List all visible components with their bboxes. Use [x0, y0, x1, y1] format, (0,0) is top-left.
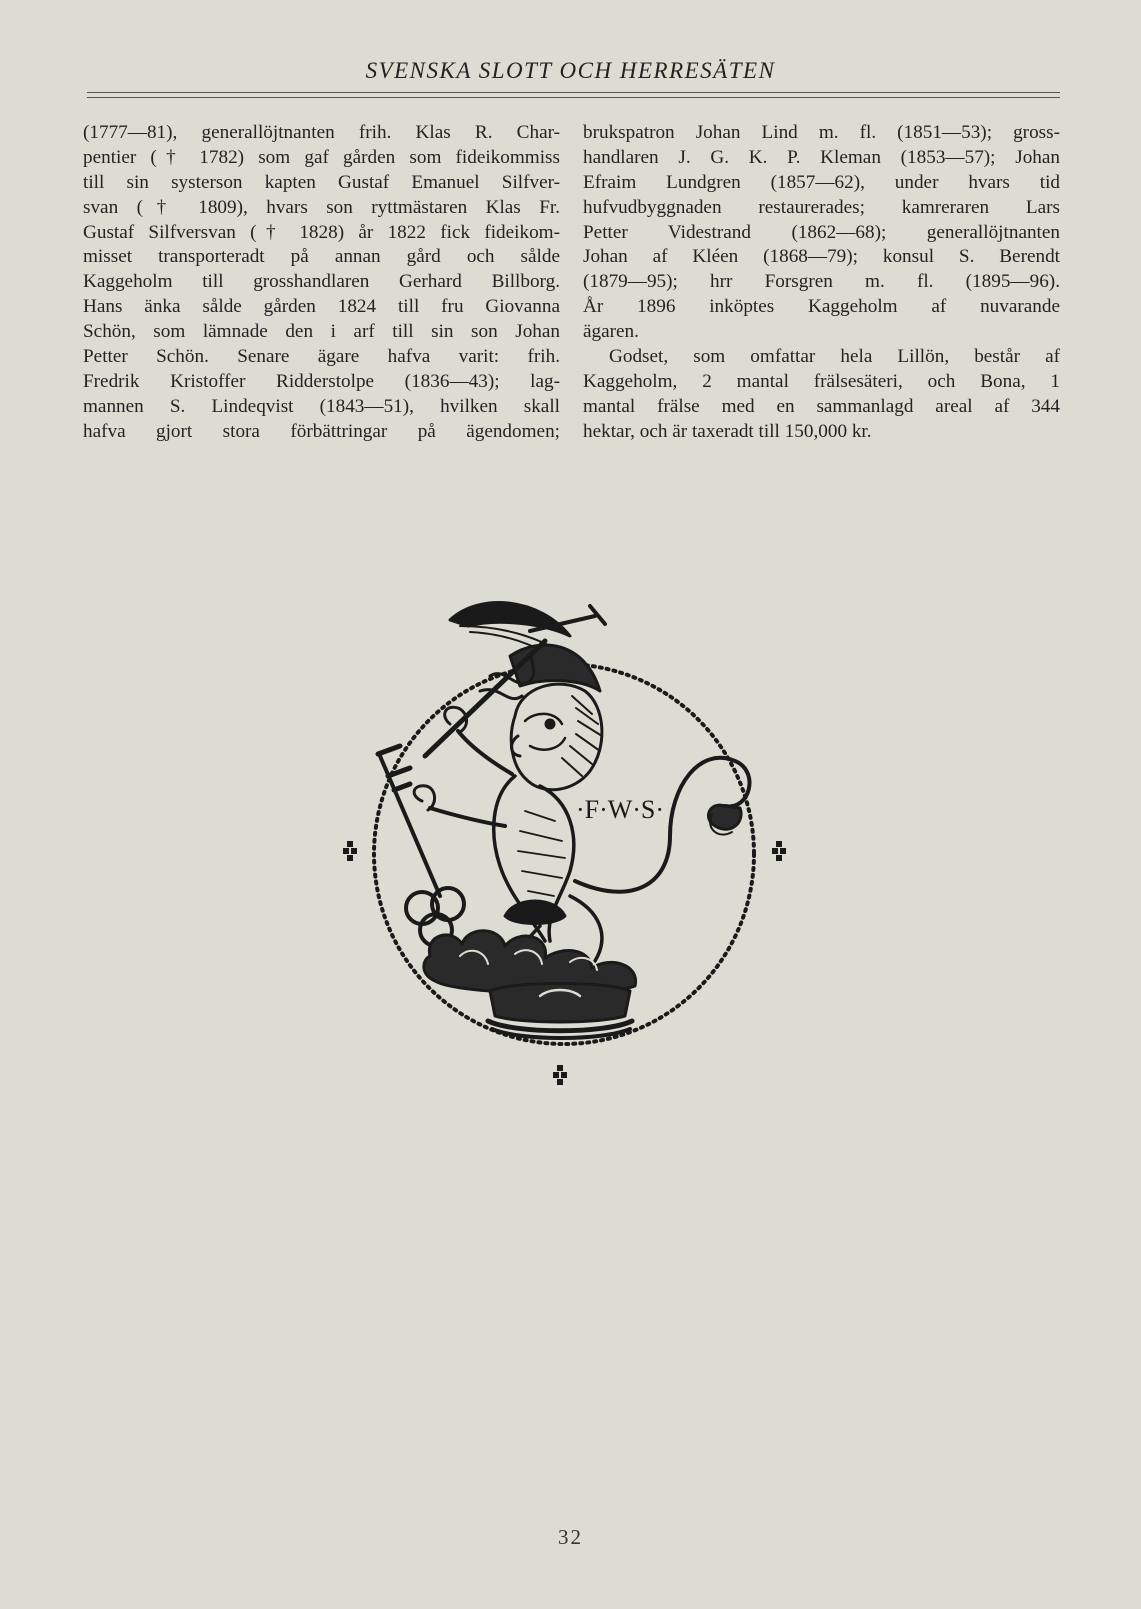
text-line: hufvudbyggnaden restaurerades; kamreraren Lars — [583, 196, 1060, 218]
text-line: Johan af Kléen (1868—79); konsul S. Berendt — [583, 246, 1060, 268]
running-head: SVENSKA SLOTT OCH HERRESÄTEN — [365, 58, 776, 83]
text-line: hektar, och är taxeradt till 150,000 kr. — [583, 420, 872, 442]
text-line: till sin systerson kapten Gustaf Emanuel Silfver- — [83, 171, 560, 193]
ornament-left-icon — [343, 841, 357, 861]
page-number: 32 — [558, 1525, 583, 1549]
rampant-lion-icon — [414, 684, 749, 966]
text-line: (1879—95); hrr Forsgren m. fl. (1895—96). — [583, 271, 1060, 293]
text-line: hafva gjort stora förbättringar på ägendomen; — [83, 420, 560, 442]
text-line: Kaggeholm till grosshandlaren Gerhard Billborg. — [83, 271, 560, 293]
winged-caduceus-icon — [425, 603, 605, 756]
left-text-column — [83, 121, 560, 445]
text-line: Efraim Lundgren (1857—62), under hvars tid — [583, 171, 1060, 193]
text-line: brukspatron Johan Lind m. fl. (1851—53); gross- — [583, 122, 1060, 143]
text-line: År 1896 inköptes Kaggeholm af nuvarande — [583, 296, 1060, 318]
right-text-column — [583, 121, 1060, 445]
text-line: ägaren. — [583, 321, 639, 343]
text-line: Kaggeholm, 2 mantal frälsesäteri, och Bona, 1 — [583, 370, 1060, 392]
text-line: Hans änka sålde gården 1824 till fru Giovanna — [83, 296, 560, 318]
text-line: svan († 1809), hvars son ryttmästaren Klas Fr. — [83, 196, 560, 218]
header-rule-top — [87, 92, 1060, 93]
text-line: Petter Videstrand (1862—68); generallöjtnanten — [583, 221, 1060, 243]
text-line: Petter Schön. Senare ägare hafva varit: frih. — [83, 346, 560, 368]
text-line: pentier († 1782) som gaf gården som fideikommiss — [83, 146, 560, 168]
text-line: (1777—81), generallöjtnanten frih. Klas R. Char- — [83, 122, 560, 143]
text-line: Gustaf Silfversvan († 1828) år 1822 fick fideikom- — [83, 221, 560, 243]
text-line: Godset, som omfattar hela Lillön, består af — [609, 346, 1060, 368]
text-line: handlaren J. G. K. P. Kleman (1853—57); Johan — [583, 146, 1060, 168]
cloud-icon — [424, 901, 636, 993]
header-rule-bottom — [87, 97, 1060, 98]
text-line: mantal frälse med en sammanlagd areal af 344 — [583, 395, 1060, 417]
heraldic-emblem — [340, 596, 800, 1096]
text-line: Schön, som lämnade den i arf till sin son Johan — [83, 321, 560, 343]
text-line: mannen S. Lindeqvist (1843—51), hvilken skall — [83, 395, 560, 417]
ornament-bottom-icon — [553, 1065, 567, 1085]
ornament-right-icon — [772, 841, 786, 861]
monogram-text: ·F·W·S· — [575, 795, 665, 824]
text-line: Fredrik Kristoffer Ridderstolpe (1836—43); lag- — [83, 370, 560, 392]
crown-icon — [488, 984, 632, 1039]
text-line: misset transporteradt på annan gård och sålde — [83, 246, 560, 268]
key-icon — [378, 746, 464, 946]
